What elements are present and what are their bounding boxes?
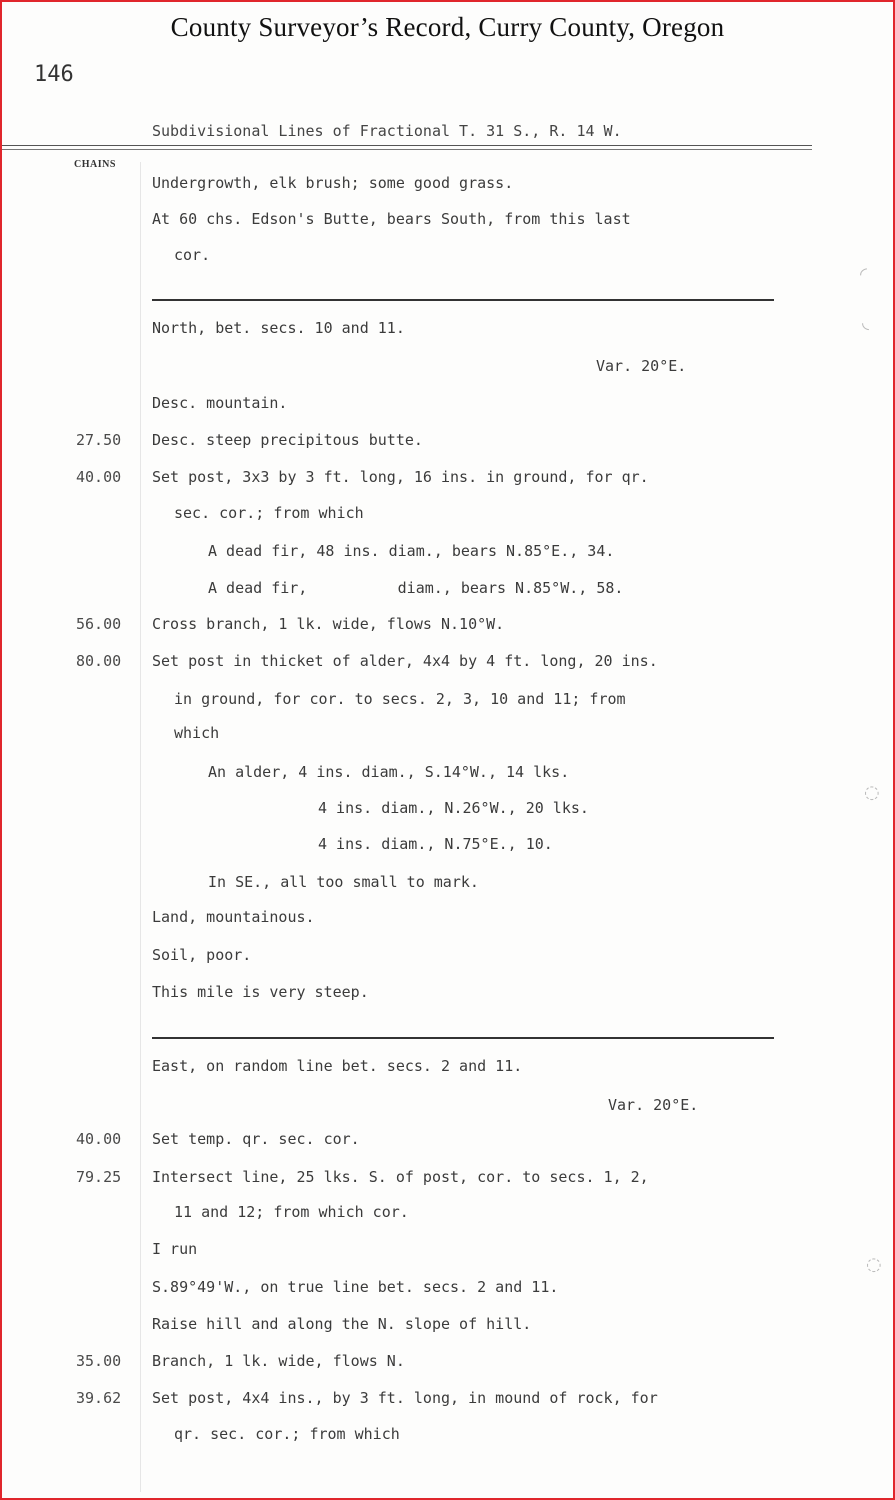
entry-text: Raise hill and along the N. slope of hill. [152, 1315, 532, 1333]
section-subtitle: Subdivisional Lines of Fractional T. 31 S., R. 14 W. [152, 122, 622, 140]
entry-text: cor. [174, 246, 211, 264]
entry-text: Set temp. qr. sec. cor. [152, 1130, 360, 1148]
binding-mark-icon: ◟ [862, 312, 869, 333]
entry-text: which [174, 724, 220, 742]
entry-text: Branch, 1 lk. wide, flows N. [152, 1352, 405, 1370]
entry-text: 11 and 12; from which cor. [174, 1203, 409, 1221]
bearing-tree: 4 ins. diam., N.26°W., 20 lks. [318, 799, 589, 817]
entry-text: Undergrowth, elk brush; some good grass. [152, 174, 514, 192]
entry-text: North, bet. secs. 10 and 11. [152, 319, 405, 337]
chain-value: 35.00 [76, 1352, 122, 1370]
chains-column-label: CHAINS [74, 159, 116, 170]
bearing-tree: An alder, 4 ins. diam., S.14°W., 14 lks. [208, 763, 570, 781]
variation-note: Var. 20°E. [608, 1096, 699, 1114]
entry-text: East, on random line bet. secs. 2 and 11. [152, 1057, 523, 1075]
entry-text: Desc. steep precipitous butte. [152, 431, 423, 449]
entry-text: Land, mountainous. [152, 908, 315, 926]
entry-text: Intersect line, 25 lks. S. of post, cor. to secs. 1, 2, [152, 1168, 649, 1186]
column-divider [140, 162, 141, 1492]
header-rule [2, 145, 812, 146]
chain-value: 39.62 [76, 1389, 122, 1407]
section-separator [152, 299, 774, 301]
chain-value: 40.00 [76, 1130, 122, 1148]
entry-text: in ground, for cor. to secs. 2, 3, 10 and 11; from [174, 690, 626, 708]
chain-value: 80.00 [76, 652, 122, 670]
bearing-tree: A dead fir, diam., bears N.85°W., 58. [208, 579, 624, 597]
entry-text: sec. cor.; from which [174, 504, 364, 522]
entry-text: Set post, 3x3 by 3 ft. long, 16 ins. in ground, for qr. [152, 468, 649, 486]
entry-text: This mile is very steep. [152, 983, 369, 1001]
chain-value: 56.00 [76, 615, 122, 633]
entry-text: S.89°49'W., on true line bet. secs. 2 and 11. [152, 1278, 559, 1296]
entry-text: Desc. mountain. [152, 394, 288, 412]
binding-mark-icon: ◌ [864, 782, 880, 803]
binding-mark-icon: ◜ [860, 264, 867, 285]
entry-text: I run [152, 1240, 198, 1258]
entry-text: At 60 chs. Edson's Butte, bears South, from this last [152, 210, 631, 228]
entry-text: Set post, 4x4 ins., by 3 ft. long, in mound of rock, for [152, 1389, 658, 1407]
entry-text: Set post in thicket of alder, 4x4 by 4 ft. long, 20 ins. [152, 652, 658, 670]
chain-value: 27.50 [76, 431, 122, 449]
binding-mark-icon: ◌ [866, 1254, 882, 1275]
entry-text: qr. sec. cor.; from which [174, 1425, 400, 1443]
header-rule-secondary [2, 149, 812, 150]
variation-note: Var. 20°E. [596, 357, 687, 375]
section-separator [152, 1037, 774, 1039]
book-title: County Surveyor’s Record, Curry County, Oregon [170, 12, 725, 42]
page-number: 146 [34, 62, 74, 87]
chain-value: 79.25 [76, 1168, 122, 1186]
entry-text: Soil, poor. [152, 946, 252, 964]
chain-value: 40.00 [76, 468, 122, 486]
bearing-tree: 4 ins. diam., N.75°E., 10. [318, 835, 553, 853]
entry-text: Cross branch, 1 lk. wide, flows N.10°W. [152, 615, 505, 633]
bearing-tree: A dead fir, 48 ins. diam., bears N.85°E., 34. [208, 542, 615, 560]
entry-text: In SE., all too small to mark. [208, 873, 479, 891]
